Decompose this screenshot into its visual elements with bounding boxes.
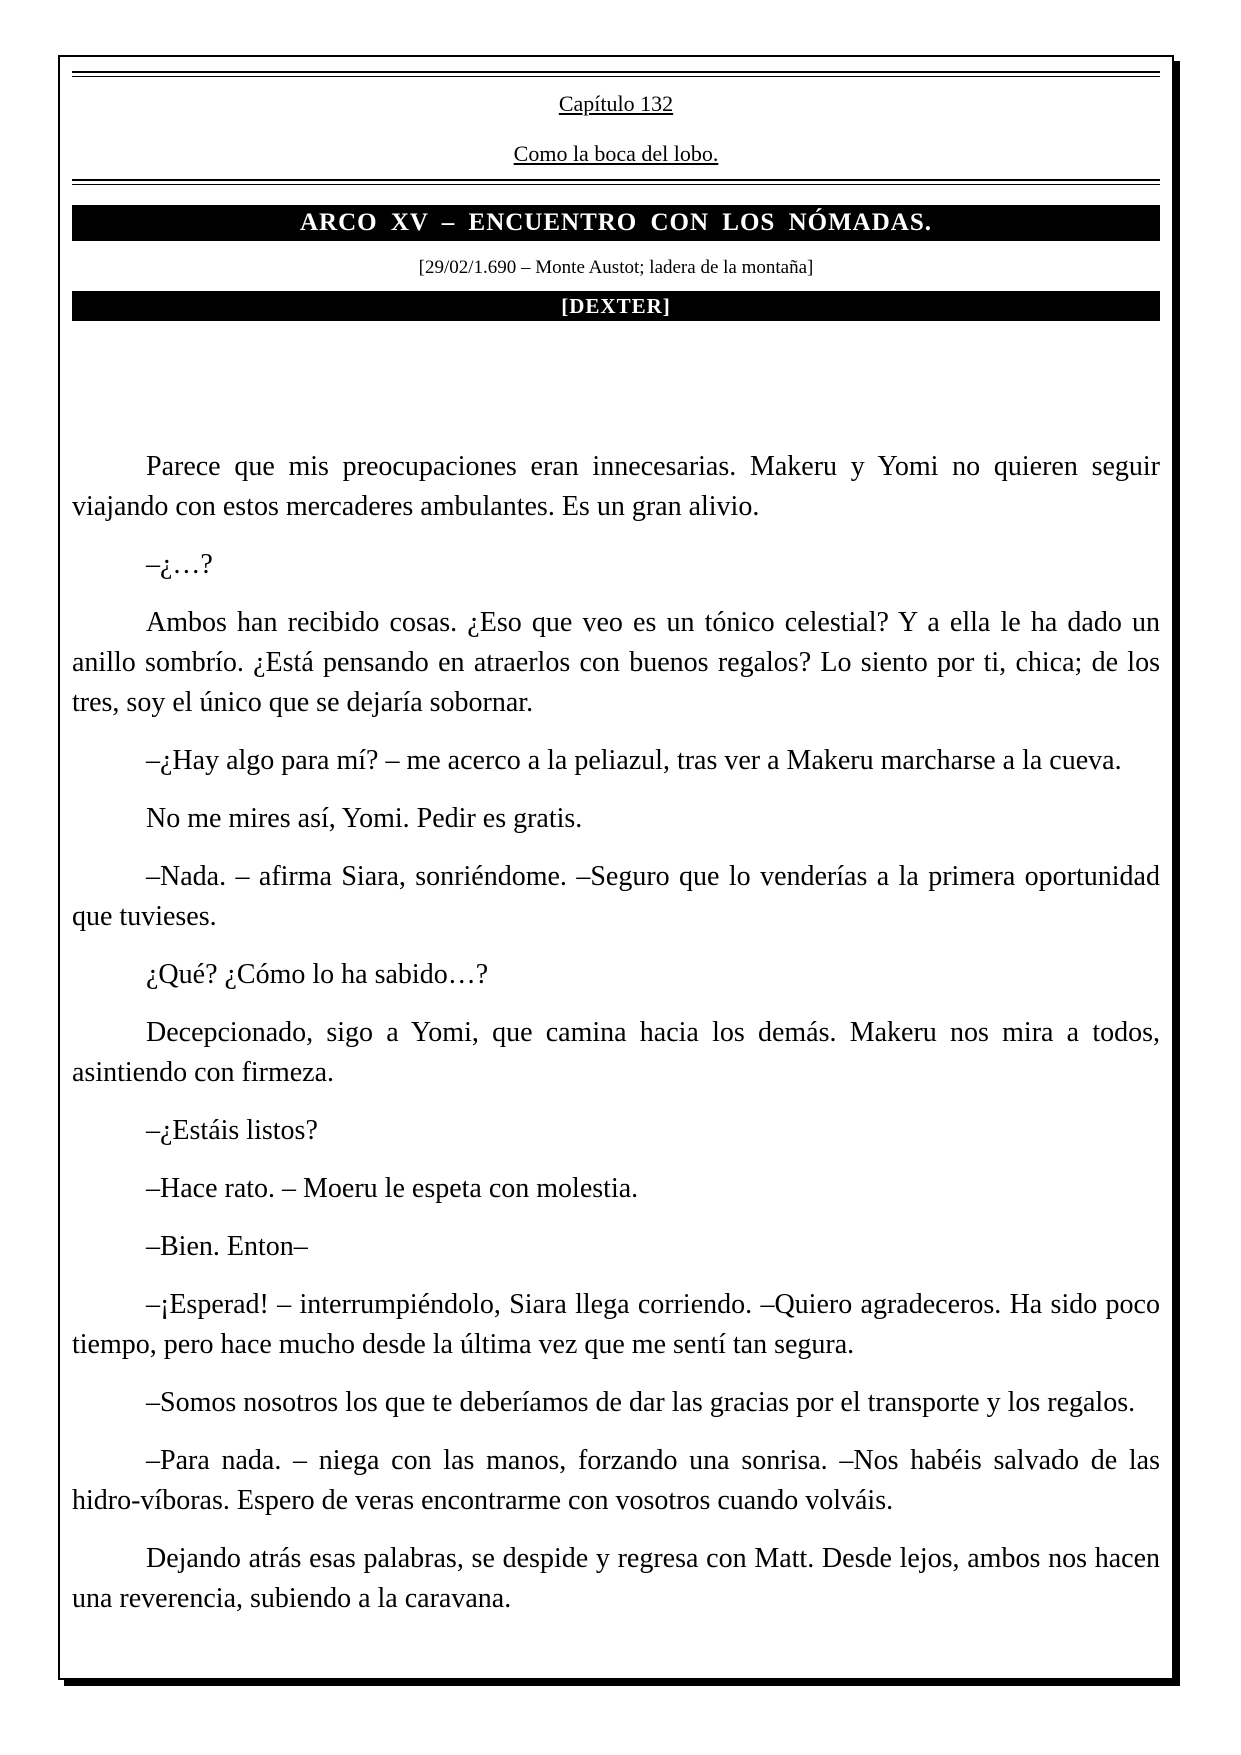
paragraph: ¿Qué? ¿Cómo lo ha sabido…? [146,959,489,990]
paragraph: Dejando atrás esas palabras, se despide y regresa con Matt. Desde lejos, ambos nos hacen una reverencia, subiendo a la caravana. [72,1543,1160,1614]
chapter-body [72,447,1160,1637]
paragraph: –¡Esperad! – interrumpiéndolo, Siara llega corriendo. –Quiero agradeceros. Ha sido poco tiempo, pero hace mucho desde la última vez que me sentí tan segura. [72,1289,1160,1360]
chapter-title: Como la boca del lobo. [513,141,719,166]
top-rule [72,71,1160,77]
page-frame [58,55,1174,1680]
paragraph: –Bien. Enton– [146,1231,308,1262]
paragraph: Decepcionado, sigo a Yomi, que camina hacia los demás. Makeru nos mira a todos, asintiendo con firmeza. [72,1017,1160,1088]
pov-character-bar: [DEXTER] [72,291,1160,321]
paragraph: –Para nada. – niega con las manos, forzando una sonrisa. –Nos habéis salvado de las hidro-víboras. Espero de veras encontrarme con vosotros cuando volváis. [72,1445,1160,1516]
paragraph: –Hace rato. – Moeru le espeta con molestia. [146,1173,639,1204]
arc-title-bar: ARCO XV – ENCUENTRO CON LOS NÓMADAS. [72,205,1160,241]
chapter-number: Capítulo 132 [558,91,674,116]
paragraph: –¿Hay algo para mí? – me acerco a la peliazul, tras ver a Makeru marcharse a la cueva. [146,745,1122,776]
paragraph: –¿…? [146,549,213,580]
paragraph: Parece que mis preocupaciones eran innecesarias. Makeru y Yomi no quieren seguir viajando con estos mercaderes ambulantes. Es un gran alivio. [72,451,1160,522]
middle-rule [72,179,1160,185]
paragraph: –Nada. – afirma Siara, sonriéndome. –Seguro que lo venderías a la primera oportunidad que tuvieses. [72,861,1160,932]
paragraph: –Somos nosotros los que te deberíamos de dar las gracias por el transporte y los regalos. [146,1387,1136,1418]
page-content [72,71,1160,1678]
paragraph: No me mires así, Yomi. Pedir es gratis. [146,803,583,834]
paragraph: Ambos han recibido cosas. ¿Eso que veo es un tónico celestial? Y a ella le ha dado un anillo sombrío. ¿Está pensando en atraerlos con buenos regalos? Lo siento por ti, chica; de los tres, soy el único que se dejaría sobornar. [72,607,1160,718]
paragraph: –¿Estáis listos? [146,1115,318,1146]
date-location: [29/02/1.690 – Monte Austot; ladera de la montaña] [418,257,814,278]
